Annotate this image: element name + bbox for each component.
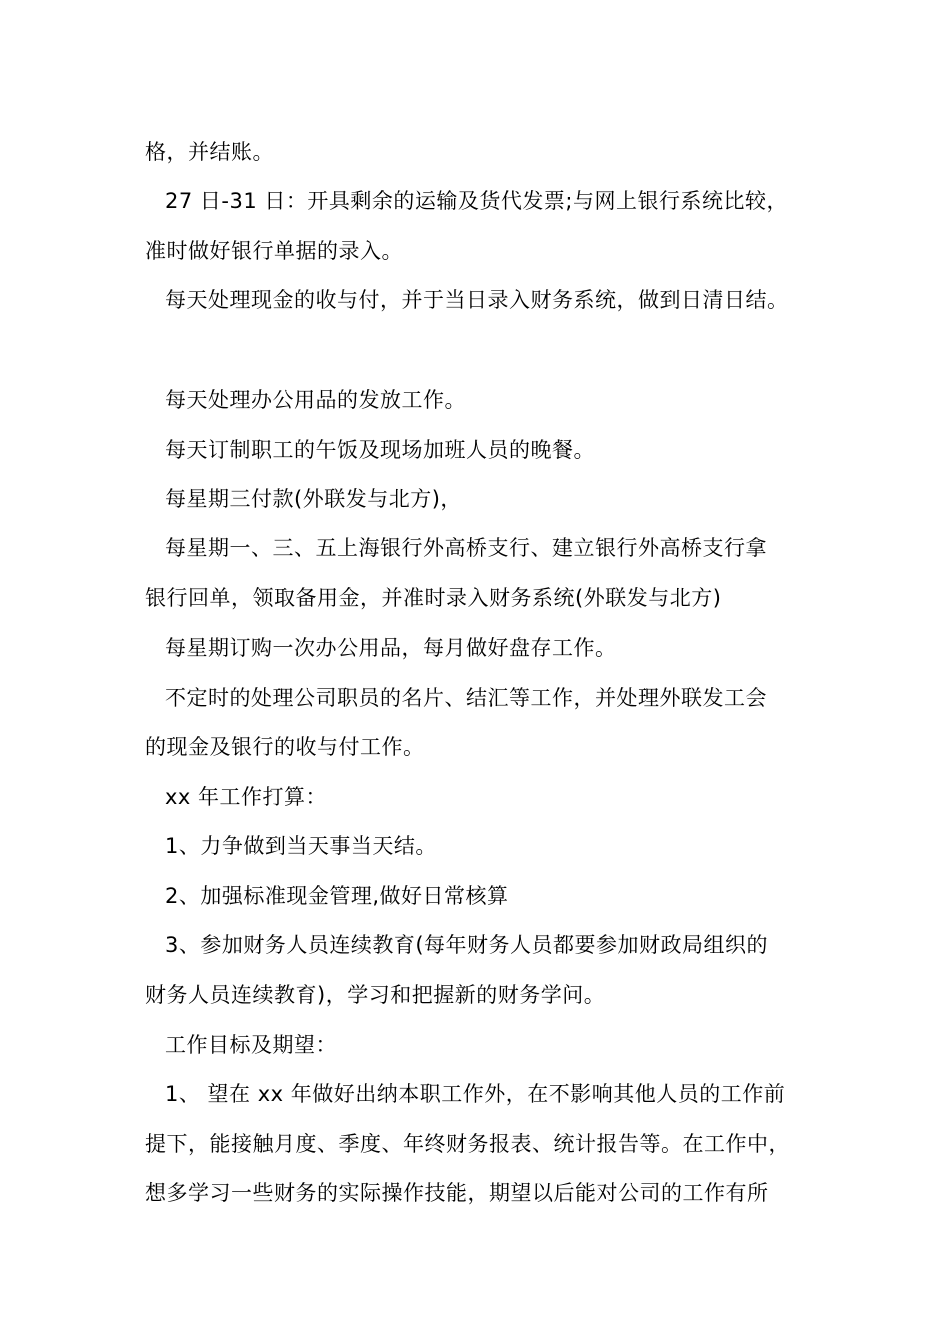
text-line: 3、参加财务人员连续教育(每年财务人员都要参加财政局组织的 (165, 933, 769, 957)
text-line: 1、力争做到当天事当天结。 (165, 834, 437, 858)
text-line: 1、 望在 xx 年做好出纳本职工作外，在不影响其他人员的工作前 (165, 1082, 786, 1106)
text-line: 每天订制职工的午饭及现场加班人员的晚餐。 (165, 438, 595, 462)
text-line: 工作目标及期望： (165, 1033, 337, 1057)
text-line: 提下，能接触月度、季度、年终财务报表、统计报告等。在工作中， (145, 1132, 790, 1156)
text-line: 财务人员连续教育)，学习和把握新的财务学问。 (145, 983, 606, 1007)
text-line: 不定时的处理公司职员的名片、结汇等工作，并处理外联发工会 (165, 686, 767, 710)
text-line: xx 年工作打算： (165, 785, 328, 809)
text-line: 每天处理办公用品的发放工作。 (165, 388, 466, 412)
text-line: 格，并结账。 (145, 140, 274, 164)
text-line: 2、加强标准现金管理,做好日常核算 (165, 884, 509, 908)
text-line: 每星期订购一次办公用品，每月做好盘存工作。 (165, 636, 617, 660)
text-line: 的现金及银行的收与付工作。 (145, 735, 425, 759)
text-line: 想多学习一些财务的实际操作技能，期望以后能对公司的工作有所 (145, 1181, 769, 1205)
text-line: 每星期一、三、五上海银行外高桥支行、建立银行外高桥支行拿 (165, 536, 767, 560)
text-line: 每天处理现金的收与付，并于当日录入财务系统，做到日清日结。 (165, 288, 789, 312)
text-line: 银行回单，领取备用金，并准时录入财务系统(外联发与北方) (145, 586, 722, 610)
text-line: 准时做好银行单据的录入。 (145, 239, 403, 263)
text-line: 27 日-31 日：开具剩余的运输及货代发票;与网上银行系统比较， (165, 189, 788, 213)
text-line: 每星期三付款(外联发与北方)， (165, 487, 462, 511)
